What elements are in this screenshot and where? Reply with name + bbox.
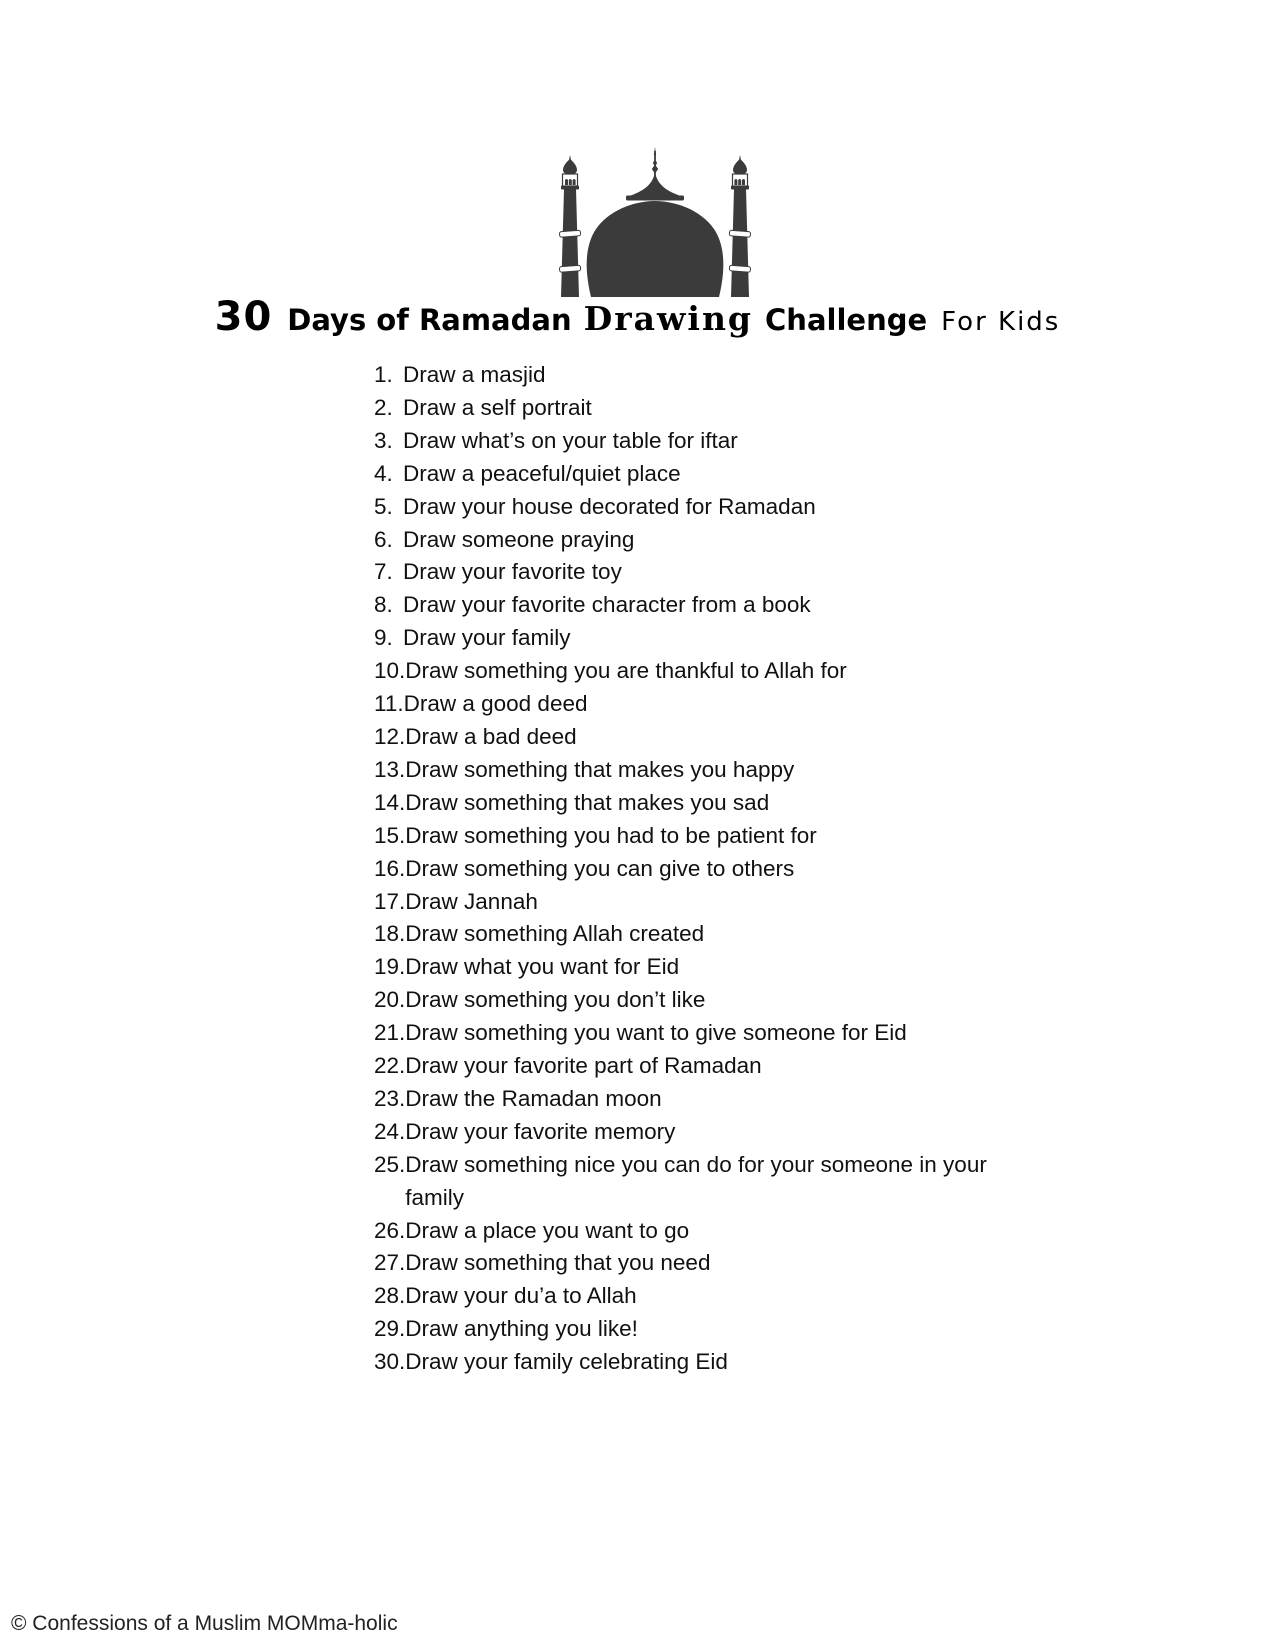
list-item-text: Draw a peaceful/quiet place (403, 460, 681, 486)
list-item (374, 886, 995, 919)
list-item (374, 524, 995, 557)
list-item-number: 2. (374, 394, 393, 420)
list-item-number: 1. (374, 362, 393, 387)
list-item-text: Draw a self portrait (403, 394, 592, 420)
list-item (374, 556, 995, 589)
list-item (374, 589, 995, 622)
list-item-number: 21. (374, 1020, 406, 1046)
list-item-number: 19. (374, 954, 406, 980)
list-item-text: Draw something you are thankful to Allah for (405, 658, 847, 684)
minaret-right (729, 155, 750, 297)
list-item (374, 1346, 995, 1379)
copyright-footer: © Confessions of a Muslim MOMma-holic (11, 1612, 398, 1635)
list-item (374, 754, 995, 787)
list-item-number: 11. (374, 691, 404, 717)
list-item-number: 3. (374, 427, 393, 453)
dome (587, 147, 724, 297)
list-item-text: Draw your favorite toy (403, 559, 622, 585)
list-item (374, 359, 995, 392)
list-item (374, 918, 995, 951)
title-days-of-ramadan: Days of Ramadan (287, 303, 572, 337)
list-item-text: Draw a masjid (403, 362, 546, 387)
list-item-text: Draw the Ramadan moon (405, 1085, 662, 1111)
list-item-text: Draw your favorite part of Ramadan (405, 1053, 762, 1079)
mosque-icon (558, 147, 752, 297)
list-item (374, 458, 995, 491)
title-drawing: Drawing (583, 299, 754, 338)
list-item-number: 4. (374, 460, 393, 486)
list-item (374, 622, 995, 655)
list-item-text: Draw Jannah (405, 888, 538, 914)
title-challenge: Challenge (765, 303, 928, 337)
list-item (374, 1313, 995, 1346)
list-item-text: Draw what you want for Eid (405, 954, 680, 980)
list-item (374, 1247, 995, 1280)
title-for-kids: For Kids (941, 307, 1061, 337)
list-item-text: Draw something you want to give someone for Eid (405, 1020, 907, 1046)
list-item-number: 14. (374, 789, 406, 815)
list-item (374, 688, 995, 721)
list-item (374, 1083, 995, 1116)
list-item-text: Draw something you had to be patient for (405, 822, 817, 848)
list-item-text: Draw a bad deed (405, 723, 577, 749)
list-item (374, 655, 995, 688)
minaret-left (559, 155, 580, 297)
list-item-text: Draw your du’a to Allah (405, 1283, 637, 1309)
list-item-number: 20. (374, 987, 406, 1013)
list-item-text: Draw your favorite memory (405, 1118, 676, 1144)
list-item (374, 787, 995, 820)
list-item-number: 15. (374, 822, 406, 848)
list-item (374, 1215, 995, 1248)
list-item (374, 1050, 995, 1083)
list-item-number: 26. (374, 1217, 406, 1243)
list-item-number: 10. (374, 658, 406, 684)
list-item (374, 951, 995, 984)
list-item (374, 984, 995, 1017)
list-item-text: Draw something that you need (405, 1250, 711, 1276)
list-item-text: Draw anything you like! (405, 1316, 638, 1342)
list-item-text: Draw something that makes you sad (405, 789, 770, 815)
list-item (374, 820, 995, 853)
list-item-text: Draw your house decorated for Ramadan (403, 493, 816, 519)
list-item (374, 721, 995, 754)
list-item-number: 28. (374, 1283, 406, 1309)
list-item-number: 17. (374, 888, 406, 914)
list-item-number: 5. (374, 493, 393, 519)
list-item-number: 9. (374, 625, 393, 651)
list-item-text: Draw something nice you can do for your someone in your family (405, 1151, 987, 1210)
list-item (374, 425, 995, 458)
list-item-text: Draw your family celebrating Eid (405, 1349, 728, 1375)
list-item-text: Draw a place you want to go (405, 1217, 690, 1243)
list-item (374, 392, 995, 425)
page-title (0, 294, 1275, 340)
list-item-text: Draw something you don’t like (405, 987, 706, 1013)
list-item-number: 27. (374, 1250, 406, 1276)
list-item-text: Draw something that makes you happy (405, 756, 795, 782)
list-item-number: 18. (374, 921, 406, 947)
title-number: 30 (214, 294, 273, 340)
list-item-text: Draw something you can give to others (405, 855, 795, 881)
list-item (374, 1280, 995, 1313)
list-item (374, 853, 995, 886)
list-item-number: 30. (374, 1349, 406, 1375)
list-item-number: 29. (374, 1316, 406, 1342)
list-item-number: 13. (374, 756, 406, 782)
list-item-number: 22. (374, 1053, 406, 1079)
list-item (374, 1116, 995, 1149)
list-item-number: 6. (374, 526, 393, 552)
list-item-text: Draw something Allah created (405, 921, 705, 947)
list-item (374, 1017, 995, 1050)
list-item (374, 1149, 995, 1215)
list-item-number: 12. (374, 723, 406, 749)
list-item-number: 8. (374, 592, 393, 618)
list-item-text: Draw your family (403, 625, 571, 651)
list-item-text: Draw what’s on your table for iftar (403, 427, 738, 453)
list-item-number: 16. (374, 855, 406, 881)
list-item-number: 25. (374, 1151, 406, 1177)
list-item-text: Draw a good deed (403, 691, 588, 717)
list-item (374, 491, 995, 524)
list-item-text: Draw someone praying (403, 526, 635, 552)
list-item-number: 24. (374, 1118, 406, 1144)
list-item-number: 7. (374, 559, 393, 585)
challenge-list (374, 359, 995, 1379)
list-item-number: 23. (374, 1085, 406, 1111)
list-item-text: Draw your favorite character from a book (403, 592, 811, 618)
